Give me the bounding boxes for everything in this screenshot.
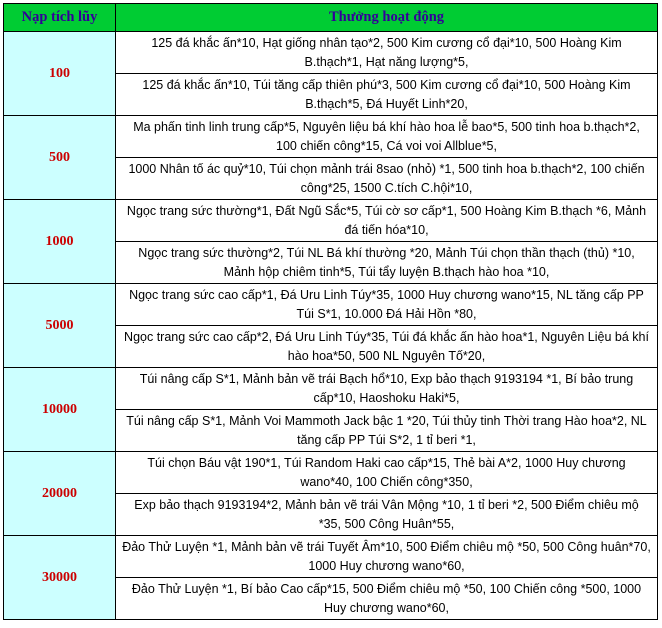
- tier-amount: 20000: [4, 452, 116, 536]
- reward-cell: Đảo Thử Luyện *1, Mảnh bản vẽ trái Tuyết Âm*10, 500 Điểm chiêu mộ *50, 500 Công huân*70, 1000 Huy chương wano*60,: [116, 536, 658, 578]
- table-row: [4, 368, 658, 410]
- reward-cell: Exp bảo thạch 9193194*2, Mảnh bản vẽ trái Vân Mộng *10, 1 tỉ beri *2, 500 Điểm chiêu mộ *35, 500 Công Huân*55,: [116, 494, 658, 536]
- reward-cell: Ngọc trang sức thường*2, Túi NL Bá khí thường *20, Mảnh Túi chọn thần thạch (thủ) *10, Mảnh hộp chiêm tinh*5, Túi tẩy luyện B.thạch hào hoa *10,: [116, 242, 658, 284]
- table-row: [4, 536, 658, 578]
- tier-amount: 1000: [4, 200, 116, 284]
- reward-cell: Ngọc trang sức cao cấp*1, Đá Uru Linh Túy*35, 1000 Huy chương wano*15, NL tăng cấp PP Túi S*1, 10.000 Đá Hải Hồn *80,: [116, 284, 658, 326]
- reward-cell: 1000 Nhân tố ác quỷ*10, Túi chọn mảnh trái 8sao (nhỏ) *1, 500 tinh hoa b.thạch*2, 100 chiến công*25, 1500 C.tích C.hội*10,: [116, 158, 658, 200]
- reward-cell: Túi nâng cấp S*1, Mảnh Voi Mammoth Jack bậc 1 *20, Túi thủy tinh Thời trang Hào hoa*2, NL tăng cấp PP Túi S*2, 1 tỉ beri *1,: [116, 410, 658, 452]
- reward-cell: 125 đá khắc ấn*10, Túi tăng cấp thiên phú*3, 500 Kim cương cổ đại*10, 500 Hoàng Kim B.thạch*5, Đá Huyết Linh*20,: [116, 74, 658, 116]
- table-row: [4, 200, 658, 242]
- table-row: [4, 284, 658, 326]
- tier-amount: 100: [4, 32, 116, 116]
- table-row: [4, 32, 658, 74]
- reward-header: Thưởng hoạt động: [116, 4, 658, 32]
- tier-amount: 10000: [4, 368, 116, 452]
- reward-cell: 125 đá khắc ấn*10, Hạt giống nhân tạo*2, 500 Kim cương cổ đại*10, 500 Hoàng Kim B.thạch*1, Hạt năng lượng*5,: [116, 32, 658, 74]
- reward-table: [3, 3, 658, 620]
- reward-cell: Túi nâng cấp S*1, Mảnh bản vẽ trái Bạch hổ*10, Exp bảo thạch 9193194 *1, Bí bảo trung cấp*10, Haoshoku Haki*5,: [116, 368, 658, 410]
- table-row: [4, 452, 658, 494]
- reward-cell: Ma phấn tinh linh trung cấp*5, Nguyên liệu bá khí hào hoa lễ bao*5, 500 tinh hoa b.thạch*2, 100 chiến công*15, Cá voi voi Allblue*5,: [116, 116, 658, 158]
- reward-cell: Đảo Thử Luyện *1, Bí bảo Cao cấp*15, 500 Điểm chiêu mộ *50, 100 Chiến công *500, 1000 Huy chương wano*60,: [116, 578, 658, 620]
- table-row: [4, 116, 658, 158]
- tier-amount: 500: [4, 116, 116, 200]
- reward-cell: Ngọc trang sức thường*1, Đất Ngũ Sắc*5, Túi cờ sơ cấp*1, 500 Hoàng Kim B.thạch *6, Mảnh đá tiến hóa*10,: [116, 200, 658, 242]
- tier-amount: 30000: [4, 536, 116, 620]
- deposit-header: Nạp tích lũy: [4, 4, 116, 32]
- header-row: [4, 4, 658, 32]
- reward-cell: Túi chọn Báu vật 190*1, Túi Random Haki cao cấp*15, Thẻ bài A*2, 1000 Huy chương wano*40, 100 Chiến công*350,: [116, 452, 658, 494]
- tier-amount: 5000: [4, 284, 116, 368]
- reward-cell: Ngọc trang sức cao cấp*2, Đá Uru Linh Túy*35, Túi đá khắc ấn hào hoa*1, Nguyên Liệu bá khí hào hoa*50, 500 NL Nguyên Tố*20,: [116, 326, 658, 368]
